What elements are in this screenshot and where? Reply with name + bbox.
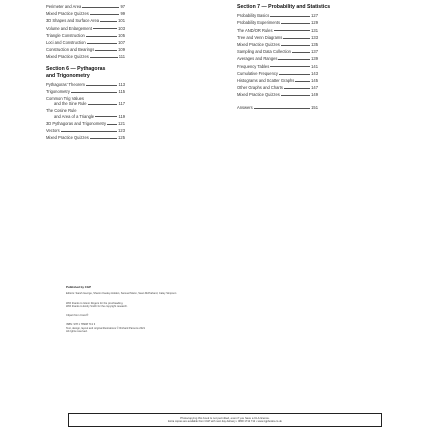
toc-entry-page: 143 (311, 70, 318, 76)
imprint-block (66, 286, 386, 333)
toc-entry[interactable] (46, 135, 125, 140)
toc-entry-page: 101 (118, 18, 125, 24)
toc-leader (279, 74, 310, 75)
toc-entry[interactable] (46, 26, 125, 31)
toc-entry-page: 141 (311, 63, 318, 69)
toc-entry-title: Loci and Construction (46, 39, 86, 45)
imprint-contributor: With thanks to Glenn Rogers for the proofreading. (66, 301, 124, 305)
toc-entry-page: 127 (311, 13, 318, 19)
toc-entry[interactable] (237, 49, 318, 54)
imprint-isbn: ISBN: 978 1 78908 713 3 (66, 323, 96, 327)
toc-entry-page: 97 (120, 4, 125, 9)
toc-entry-title: Mixed Practice Quizzes (237, 41, 280, 47)
imprint-publisher: Published by CGP (66, 285, 92, 289)
photocopy-notice (68, 413, 382, 427)
toc-entry-page: 107 (118, 39, 125, 45)
toc-entry[interactable] (237, 78, 318, 83)
toc-leader (82, 7, 119, 8)
toc-entry-title: Probability Basics (237, 13, 270, 19)
toc-entry-title: Mixed Practice Quizzes (46, 135, 89, 141)
toc-leader (270, 16, 310, 17)
notice-line-2: Extra copies are available from CGP with next day delivery • 0800 1712 712 • www.cgpbooks.co.uk (168, 419, 282, 423)
toc-entry-page: 133 (311, 34, 318, 40)
toc-entry[interactable] (237, 42, 318, 47)
toc-entry-title: Sampling and Data Collection (237, 49, 291, 55)
toc-entry-page: 113 (118, 81, 125, 87)
toc-entry[interactable] (46, 4, 125, 9)
toc-entry-title: Cumulative Frequency (237, 70, 278, 76)
toc-entry-title: Averages and Ranges (237, 56, 278, 62)
imprint-editors: Editors: Sarah George, Sharon Keeley-Holden, Samuel Mann, Sean McParland, Caley Simpson (66, 292, 177, 296)
toc-entry-page: 121 (118, 120, 125, 126)
toc-entry[interactable] (46, 40, 125, 45)
toc-entry-title: Volume and Enlargement (46, 25, 92, 31)
toc-entry-answers[interactable] (237, 105, 318, 110)
toc-entry[interactable] (46, 89, 125, 94)
toc-entry-title: Mixed Practice Quizzes (46, 54, 89, 60)
toc-entry-page: 123 (118, 127, 125, 133)
toc-leader (270, 66, 310, 67)
toc-leader (254, 108, 310, 109)
toc-entry-title: Perimeter and Area (46, 4, 82, 9)
toc-entry[interactable] (46, 108, 125, 118)
toc-entry-page: 139 (311, 56, 318, 62)
toc-entry-title: Mixed Practice Quizzes (237, 92, 280, 98)
toc-entry-page: 115 (118, 89, 125, 94)
toc-leader (281, 23, 310, 24)
toc-entry-page: 125 (118, 135, 125, 141)
toc-entry-page: 99 (120, 11, 125, 17)
toc-entry[interactable] (237, 64, 318, 69)
toc-entry[interactable] (46, 54, 125, 59)
toc-right-column (237, 4, 395, 113)
toc-entry-title: Pythagoras' Theorem (46, 81, 85, 87)
toc-leader (87, 43, 118, 44)
toc-entry[interactable] (237, 28, 318, 33)
toc-entry-title: Answers (237, 105, 253, 111)
toc-entry-page: 103 (118, 25, 125, 31)
toc-left-column (46, 4, 234, 142)
toc-leader (292, 52, 310, 53)
toc-entry-page: 105 (118, 32, 125, 38)
toc-entry-title: Trigonometry (46, 89, 70, 94)
toc-leader (283, 38, 310, 39)
toc-entry[interactable] (46, 11, 125, 16)
toc-entry-title: Construction and Bearings (46, 47, 95, 53)
toc-leader (95, 50, 117, 51)
toc-entry-page: 111 (118, 54, 125, 60)
toc-leader (93, 28, 117, 29)
toc-entry-title: Vectors (46, 127, 60, 133)
toc-entry[interactable] (46, 121, 125, 126)
toc-entry[interactable] (237, 13, 318, 18)
toc-entry-title-line2: and Area of a Triangle (54, 113, 95, 119)
toc-entry[interactable] (46, 47, 125, 52)
toc-entry-page: 109 (118, 47, 125, 53)
toc-entry-page: 119 (118, 113, 125, 119)
toc-entry-page: 145 (311, 77, 318, 83)
imprint-font: Clipart from Corel® (66, 314, 89, 318)
toc-entry-title: Triangle Construction (46, 32, 85, 38)
toc-leader (90, 138, 117, 139)
toc-entry-title: 3D Shapes and Surface Area (46, 18, 100, 24)
toc-entry-page: 151 (311, 105, 318, 111)
toc-list-top (46, 4, 125, 59)
toc-leader (88, 104, 118, 105)
toc-leader (295, 81, 310, 82)
toc-entry[interactable] (46, 82, 125, 87)
imprint-printed: Text, design, layout and original illustrations © Richard Parsons 2021 (66, 326, 146, 330)
toc-entry[interactable] (237, 56, 318, 61)
toc-entry[interactable] (46, 18, 125, 23)
imprint-rights: All rights reserved. (66, 330, 88, 334)
toc-list-section-6 (46, 82, 125, 140)
toc-entry-title: Frequency Tables (237, 63, 270, 69)
toc-entry-page: 137 (311, 49, 318, 55)
toc-entry-title: The AND/OR Rules (237, 27, 273, 33)
toc-entry-page: 147 (311, 85, 318, 91)
toc-entry-title: Common Trig Values (46, 96, 84, 102)
toc-entry-title: 3D Pythagoras and Trigonometry (46, 120, 107, 126)
toc-leader (274, 30, 311, 31)
toc-entry-page: 149 (311, 92, 318, 98)
section-7-heading: Section 7 — Probability and Statistics (237, 4, 331, 10)
imprint-permission: With thanks to Emily Smith for the copyright research. (66, 304, 128, 308)
toc-leader (278, 59, 310, 60)
toc-entry-title: The Cosine Rule (46, 108, 77, 114)
toc-entry[interactable] (46, 96, 125, 106)
toc-leader (281, 95, 310, 96)
toc-entry[interactable] (46, 33, 125, 38)
toc-list-section-7 (237, 13, 318, 110)
toc-entry[interactable] (237, 71, 318, 76)
toc-entry-title: Tree and Venn Diagrams (237, 34, 283, 40)
toc-entry-title-line2: and the Sine Rule (54, 101, 87, 107)
toc-leader (90, 14, 120, 15)
toc-entry-title: Other Graphs and Charts (237, 85, 283, 91)
toc-leader (90, 57, 118, 58)
notice-line-1: Photocopying this book is not permitted, even if you have a CLA licence. (180, 415, 270, 420)
toc-leader (107, 124, 117, 125)
toc-entry[interactable] (237, 35, 318, 40)
toc-leader (281, 45, 310, 46)
toc-entry-title: Probability Experiments (237, 20, 281, 26)
toc-entry[interactable] (46, 128, 125, 133)
toc-leader (100, 21, 117, 22)
section-6-heading: Section 6 — Pythagoras and Trigonometry (46, 66, 106, 79)
toc-entry[interactable] (237, 92, 318, 97)
toc-entry-page: 131 (311, 27, 318, 33)
toc-leader (95, 116, 117, 117)
toc-leader (71, 92, 118, 93)
toc-entry[interactable] (237, 85, 318, 90)
toc-leader (86, 85, 118, 86)
toc-leader (61, 131, 118, 132)
toc-entry-page: 129 (311, 20, 318, 26)
toc-entry-page: 135 (311, 41, 318, 47)
toc-entry-page: 117 (118, 101, 125, 107)
toc-entry[interactable] (237, 20, 318, 25)
toc-entry-title: Mixed Practice Quizzes (46, 11, 89, 17)
toc-leader (284, 88, 310, 89)
toc-entry-title: Histograms and Scatter Graphs (237, 77, 295, 83)
toc-leader (86, 36, 117, 37)
